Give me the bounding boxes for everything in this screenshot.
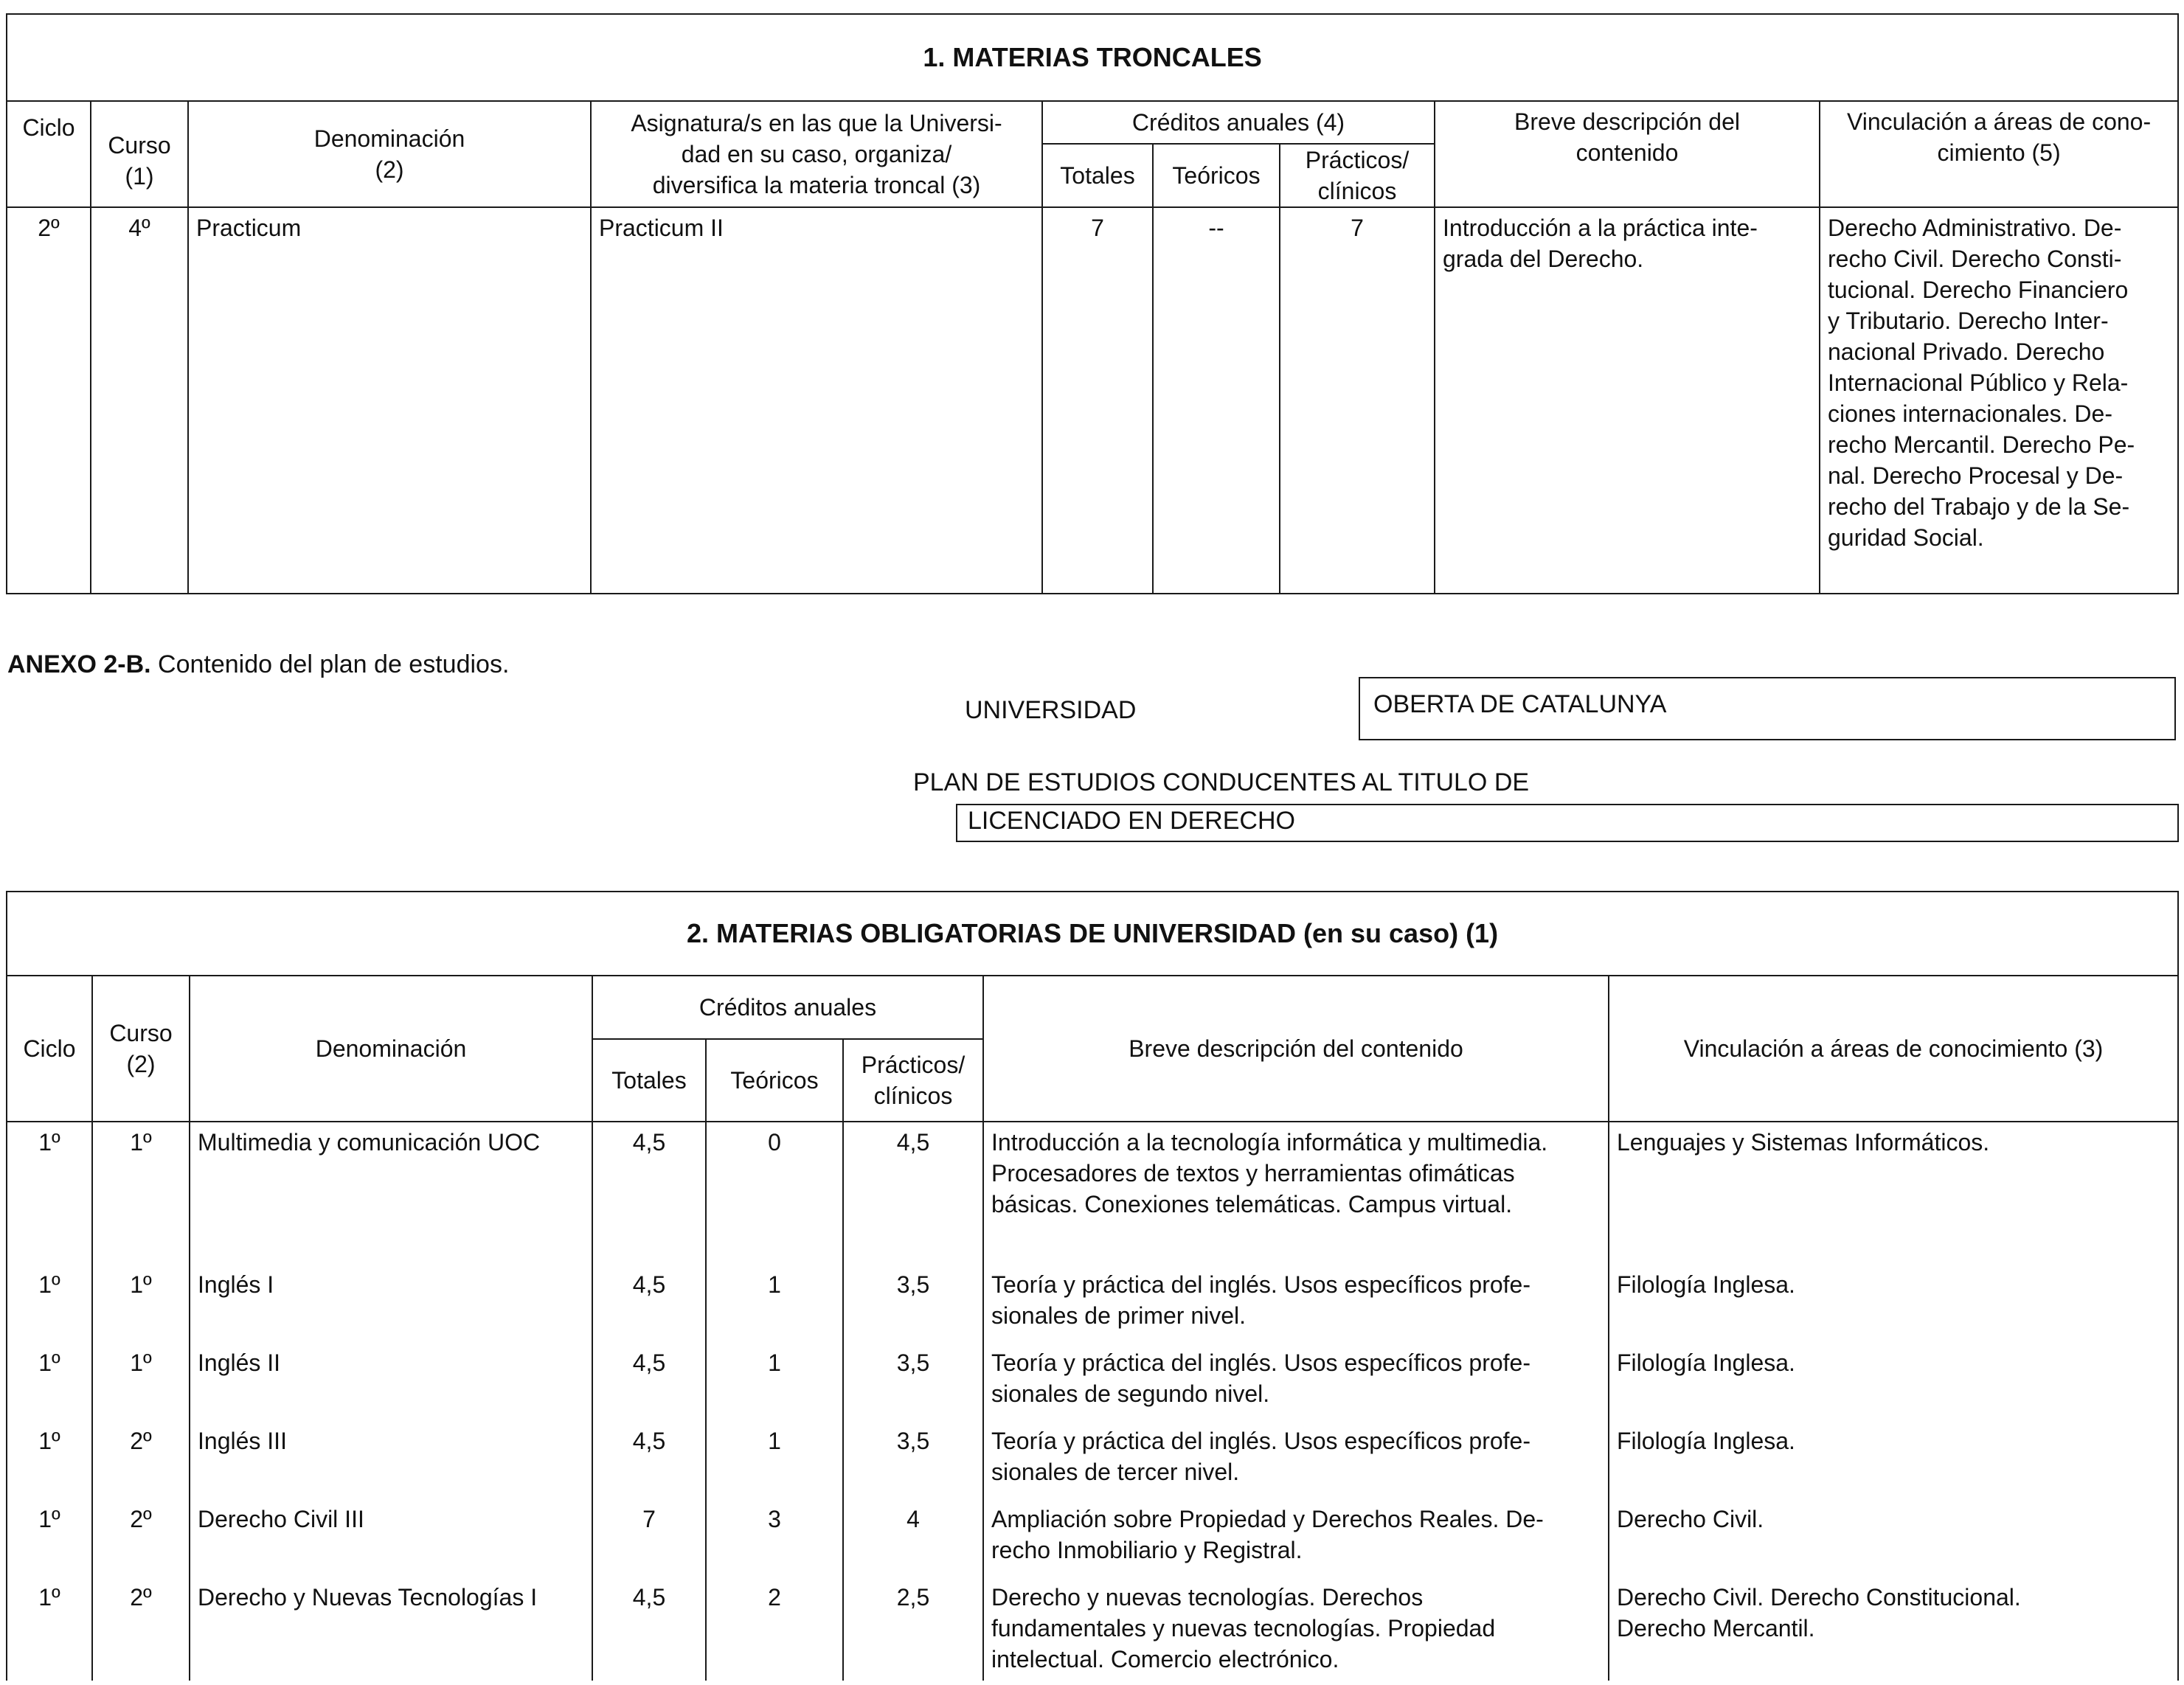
cell-denominacion: Derecho Civil III	[190, 1499, 592, 1577]
cell-ciclo: 1º	[7, 1421, 92, 1499]
cell-descripcion: Ampliación sobre Propiedad y Derechos Reales. De- recho Inmobiliario y Registral.	[983, 1499, 1609, 1577]
cell-denominacion: Derecho y Nuevas Tecnologías I	[190, 1577, 592, 1681]
table-title: 2. MATERIAS OBLIGATORIAS DE UNIVERSIDAD (en su caso) (1)	[7, 892, 2178, 976]
cell-denominacion: Inglés III	[190, 1421, 592, 1499]
col-header-vinculacion: Vinculación a áreas de conocimiento (3)	[1609, 976, 2178, 1122]
cell-curso: 1º	[92, 1122, 190, 1265]
cell-curso: 4º	[91, 207, 188, 594]
col-header-teoricos: Teóricos	[1153, 144, 1280, 207]
col-header-teoricos: Teóricos	[706, 1039, 843, 1122]
cell-ciclo: 1º	[7, 1499, 92, 1577]
cell-ciclo: 1º	[7, 1343, 92, 1421]
cell-asignatura: Practicum II	[591, 207, 1042, 594]
plan-label: PLAN DE ESTUDIOS CONDUCENTES AL TITULO DE	[913, 768, 1530, 796]
cell-totales: 4,5	[592, 1122, 706, 1265]
table-row	[7, 1499, 2178, 1577]
table-row	[7, 1421, 2178, 1499]
cell-denominacion: Multimedia y comunicación UOC	[190, 1122, 592, 1265]
table-row	[7, 1265, 2178, 1343]
cell-teoricos: 3	[706, 1499, 843, 1577]
cell-curso: 2º	[92, 1577, 190, 1681]
cell-vinculacion: Derecho Civil. Derecho Constitucional. Derecho Mercantil.	[1609, 1577, 2178, 1681]
table-row	[7, 1122, 2178, 1265]
cell-vinculacion: Lenguajes y Sistemas Informáticos.	[1609, 1122, 2178, 1265]
col-header-creditos: Créditos anuales (4)	[1042, 101, 1435, 144]
col-header-totales: Totales	[1042, 144, 1153, 207]
cell-totales: 7	[592, 1499, 706, 1577]
cell-teoricos: 1	[706, 1265, 843, 1343]
cell-ciclo: 1º	[7, 1122, 92, 1265]
col-header-denominacion: Denominación	[190, 976, 592, 1122]
cell-ciclo: 1º	[7, 1265, 92, 1343]
table-title: 1. MATERIAS TRONCALES	[7, 14, 2178, 101]
cell-teoricos: --	[1153, 207, 1280, 594]
materias-troncales-table	[6, 13, 2179, 594]
col-header-descripcion: Breve descripción del contenido	[1435, 101, 1820, 207]
cell-vinculacion: Filología Inglesa.	[1609, 1343, 2178, 1421]
annex-label	[7, 650, 509, 679]
cell-denominacion: Inglés I	[190, 1265, 592, 1343]
cell-ciclo: 2º	[7, 207, 91, 594]
universidad-label: UNIVERSIDAD	[965, 696, 1137, 724]
cell-descripcion: Teoría y práctica del inglés. Usos específicos profe- sionales de primer nivel.	[983, 1265, 1609, 1343]
annex-label-bold: ANEXO 2-B.	[7, 650, 151, 678]
col-header-asignatura: Asignatura/s en las que la Universi- dad en su caso, organiza/ diversifica la materia troncal (3)	[591, 101, 1042, 207]
annex-label-text: Contenido del plan de estudios.	[150, 650, 510, 678]
cell-totales: 4,5	[592, 1265, 706, 1343]
cell-practicos: 4	[843, 1499, 983, 1577]
col-header-curso: Curso (1)	[91, 101, 188, 207]
cell-curso: 1º	[92, 1343, 190, 1421]
col-header-vinculacion: Vinculación a áreas de cono- cimiento (5)	[1820, 101, 2178, 207]
materias-obligatorias-table	[6, 891, 2179, 1681]
cell-curso: 2º	[92, 1499, 190, 1577]
table-row	[7, 1343, 2178, 1421]
table-row	[7, 1577, 2178, 1681]
cell-ciclo: 1º	[7, 1577, 92, 1681]
cell-curso: 2º	[92, 1421, 190, 1499]
cell-totales: 7	[1042, 207, 1153, 594]
cell-curso: 1º	[92, 1265, 190, 1343]
col-header-creditos: Créditos anuales	[592, 976, 983, 1039]
cell-descripcion: Teoría y práctica del inglés. Usos específicos profe- sionales de tercer nivel.	[983, 1421, 1609, 1499]
titulo-value: LICENCIADO EN DERECHO	[968, 807, 1295, 835]
cell-vinculacion: Filología Inglesa.	[1609, 1265, 2178, 1343]
cell-teoricos: 2	[706, 1577, 843, 1681]
cell-descripcion: Derecho y nuevas tecnologías. Derechos fundamentales y nuevas tecnologías. Propiedad intelectual. Comercio electrónico.	[983, 1577, 1609, 1681]
cell-teoricos: 0	[706, 1122, 843, 1265]
table-row	[7, 207, 2178, 594]
cell-denominacion: Practicum	[188, 207, 591, 594]
cell-practicos: 7	[1280, 207, 1435, 594]
cell-descripcion: Teoría y práctica del inglés. Usos específicos profe- sionales de segundo nivel.	[983, 1343, 1609, 1421]
universidad-value: OBERTA DE CATALUNYA	[1373, 690, 1667, 718]
col-header-ciclo: Ciclo	[7, 101, 91, 207]
cell-practicos: 4,5	[843, 1122, 983, 1265]
col-header-descripcion: Breve descripción del contenido	[983, 976, 1609, 1122]
cell-teoricos: 1	[706, 1421, 843, 1499]
cell-practicos: 2,5	[843, 1577, 983, 1681]
cell-practicos: 3,5	[843, 1343, 983, 1421]
col-header-practicos: Prácticos/ clínicos	[1280, 144, 1435, 207]
universidad-field	[1359, 677, 2176, 740]
cell-practicos: 3,5	[843, 1265, 983, 1343]
cell-vinculacion: Derecho Civil.	[1609, 1499, 2178, 1577]
col-header-totales: Totales	[592, 1039, 706, 1122]
cell-vinculacion: Filología Inglesa.	[1609, 1421, 2178, 1499]
col-header-ciclo: Ciclo	[7, 976, 92, 1122]
cell-totales: 4,5	[592, 1577, 706, 1681]
col-header-denominacion: Denominación (2)	[188, 101, 591, 207]
cell-teoricos: 1	[706, 1343, 843, 1421]
cell-vinculacion: Derecho Administrativo. De- recho Civil. Derecho Consti- tucional. Derecho Financiero y Tributario. Derecho Inter- nacional Privado. Derecho Internacional Público y Rela- ciones internacionales. De- recho Mercantil. Derecho Pe- nal. Derecho Procesal y De- recho del Trabajo y de la Se- guridad Social.	[1820, 207, 2178, 594]
cell-practicos: 3,5	[843, 1421, 983, 1499]
cell-totales: 4,5	[592, 1421, 706, 1499]
cell-descripcion: Introducción a la práctica inte- grada del Derecho.	[1435, 207, 1820, 594]
col-header-curso: Curso (2)	[92, 976, 190, 1122]
cell-denominacion: Inglés II	[190, 1343, 592, 1421]
col-header-practicos: Prácticos/ clínicos	[843, 1039, 983, 1122]
titulo-field	[956, 804, 2179, 842]
cell-descripcion: Introducción a la tecnología informática y multimedia. Procesadores de textos y herramientas ofimáticas básicas. Conexiones telemáticas. Campus virtual.	[983, 1122, 1609, 1265]
cell-totales: 4,5	[592, 1343, 706, 1421]
